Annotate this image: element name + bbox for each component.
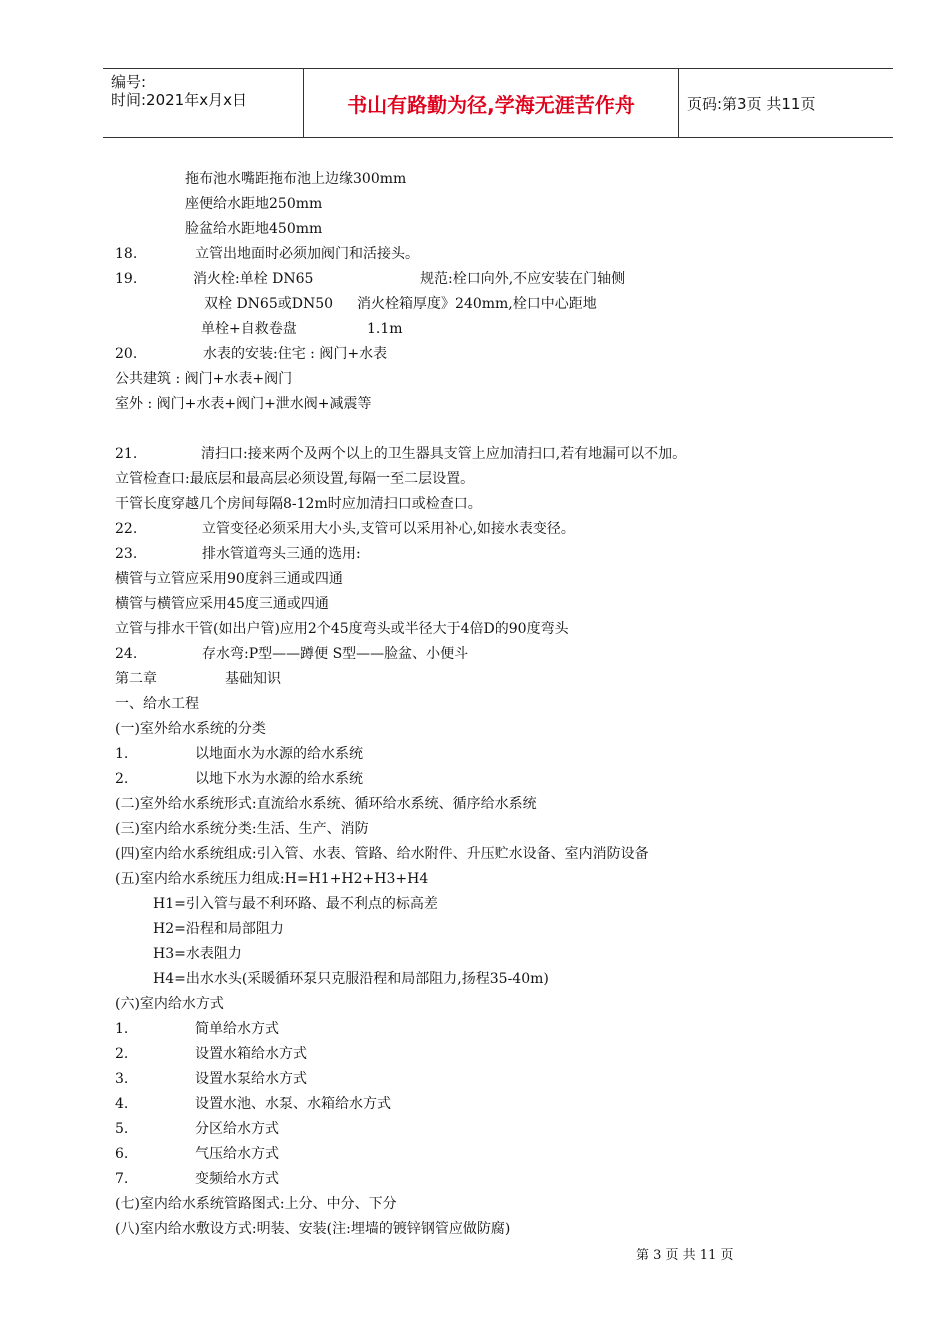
item-number: 21. xyxy=(115,446,138,462)
item-number: 24. xyxy=(115,646,138,662)
item-text: 变频给水方式 xyxy=(195,1171,279,1187)
item-number: 4. xyxy=(115,1096,129,1112)
text-line: (八)室内给水敷设方式:明装、安装(注:埋墙的镀锌钢管应做防腐) xyxy=(115,1221,511,1237)
text-line xyxy=(115,267,815,292)
text-line: 拖布池水嘴距拖布池上边缘300mm xyxy=(185,171,407,187)
page-footer: 第 3 页 共 11 页 xyxy=(636,1248,734,1263)
text-line xyxy=(115,1067,815,1092)
item-text: 单栓+自救卷盘 xyxy=(201,321,297,337)
item-number: 2. xyxy=(115,771,129,787)
item-number: 3. xyxy=(115,1071,129,1087)
text-line xyxy=(115,1092,815,1117)
text-line: (一)室外给水系统的分类 xyxy=(115,721,266,737)
text-line xyxy=(115,292,815,317)
text-line: (六)室内给水方式 xyxy=(115,996,224,1012)
text-line xyxy=(115,317,815,342)
text-line: H4=出水水头(采暖循环泵只克服沿程和局部阻力,扬程35-40m) xyxy=(153,971,549,987)
text-line: 横管与立管应采用90度斜三通或四通 xyxy=(115,571,343,587)
chapter-number: 第二章 xyxy=(115,671,157,687)
item-number: 19. xyxy=(115,271,138,287)
item-text: 水表的安装:住宅 : 阀门+水表 xyxy=(203,346,388,362)
text-line: 公共建筑 : 阀门+水表+阀门 xyxy=(115,371,293,387)
text-line: H3=水表阻力 xyxy=(153,946,242,962)
item-number: 20. xyxy=(115,346,138,362)
item-text: 清扫口:接来两个及两个以上的卫生器具支管上应加清扫口,若有地漏可以不加。 xyxy=(201,446,687,462)
text-line: 脸盆给水距地450mm xyxy=(185,221,323,237)
document-body xyxy=(115,167,815,1242)
item-text: 消火栓:单栓 DN65 xyxy=(193,271,314,287)
text-line: (五)室内给水系统压力组成:H=H1+H2+H3+H4 xyxy=(115,871,429,887)
text-line: (二)室外给水系统形式:直流给水系统、循环给水系统、循序给水系统 xyxy=(115,796,537,812)
item-number: 23. xyxy=(115,546,138,562)
item-text: 以地面水为水源的给水系统 xyxy=(195,746,363,762)
item-number: 1. xyxy=(115,746,129,762)
header-meta xyxy=(103,69,303,137)
item-number: 5. xyxy=(115,1121,129,1137)
item-number: 22. xyxy=(115,521,138,537)
item-text: 气压给水方式 xyxy=(195,1146,279,1162)
item-text: 立管出地面时必须加阀门和活接头。 xyxy=(195,246,419,262)
item-text: 排水管道弯头三通的选用: xyxy=(202,546,361,562)
text-line: (七)室内给水系统管路图式:上分、中分、下分 xyxy=(115,1196,397,1212)
text-line xyxy=(115,517,815,542)
text-line xyxy=(115,342,815,367)
item-number: 6. xyxy=(115,1146,129,1162)
item-text: 1.1m xyxy=(367,321,403,337)
doc-number-label: 编号: xyxy=(111,73,147,91)
text-line: 立管检查口:最底层和最高层必须设置,每隔一至二层设置。 xyxy=(115,471,475,487)
item-text: 简单给水方式 xyxy=(195,1021,279,1037)
item-text: 规范:栓口向外,不应安装在门轴侧 xyxy=(420,271,626,287)
item-number: 7. xyxy=(115,1171,129,1187)
text-line: H1=引入管与最不利环路、最不利点的标高差 xyxy=(153,896,438,912)
text-line xyxy=(115,542,815,567)
text-line xyxy=(115,642,815,667)
item-text: 设置水箱给水方式 xyxy=(195,1046,307,1062)
item-text: 立管变径必须采用大小头,支管可以采用补心,如接水表变径。 xyxy=(202,521,575,537)
text-line xyxy=(115,1017,815,1042)
text-line xyxy=(115,742,815,767)
text-line xyxy=(115,1042,815,1067)
text-line: 横管与横管应采用45度三通或四通 xyxy=(115,596,329,612)
header-page-label: 页码:第3页 共11页 xyxy=(687,94,816,113)
text-line xyxy=(115,767,815,792)
item-text: 以地下水为水源的给水系统 xyxy=(195,771,363,787)
item-text: 设置水泵给水方式 xyxy=(195,1071,307,1087)
doc-time-label: 时间:2021年x月x日 xyxy=(111,91,247,109)
text-line: 室外 : 阀门+水表+阀门+泄水阀+减震等 xyxy=(115,396,372,412)
page-header xyxy=(103,68,893,138)
text-line xyxy=(115,242,815,267)
text-line xyxy=(115,442,815,467)
text-line: (四)室内给水系统组成:引入管、水表、管路、给水附件、升压贮水设备、室内消防设备 xyxy=(115,846,649,862)
text-line xyxy=(115,1142,815,1167)
item-number: 18. xyxy=(115,246,138,262)
chapter-heading xyxy=(115,667,815,692)
text-line: 立管与排水干管(如出户管)应用2个45度弯头或半径大于4倍D的90度弯头 xyxy=(115,621,569,637)
item-text: 双栓 DN65或DN50 xyxy=(204,296,334,312)
text-line: 座便给水距地250mm xyxy=(185,196,323,212)
item-number: 1. xyxy=(115,1021,129,1037)
item-text: 存水弯:P型——蹲便 S型——脸盆、小便斗 xyxy=(202,646,469,662)
text-line xyxy=(115,1117,815,1142)
item-number: 2. xyxy=(115,1046,129,1062)
item-text: 设置水池、水泵、水箱给水方式 xyxy=(195,1096,391,1112)
text-line xyxy=(115,1167,815,1192)
text-line: H2=沿程和局部阻力 xyxy=(153,921,284,937)
text-line: (三)室内给水系统分类:生活、生产、消防 xyxy=(115,821,369,837)
item-text: 分区给水方式 xyxy=(195,1121,279,1137)
chapter-title: 基础知识 xyxy=(225,671,281,687)
text-line: 干管长度穿越几个房间每隔8-12m时应加清扫口或检查口。 xyxy=(115,496,482,512)
item-text: 消火栓箱厚度》240mm,栓口中心距地 xyxy=(357,296,597,312)
section-heading: 一、给水工程 xyxy=(115,696,199,712)
header-motto: 书山有路勤为径,学海无涯苦作舟 xyxy=(303,69,679,137)
